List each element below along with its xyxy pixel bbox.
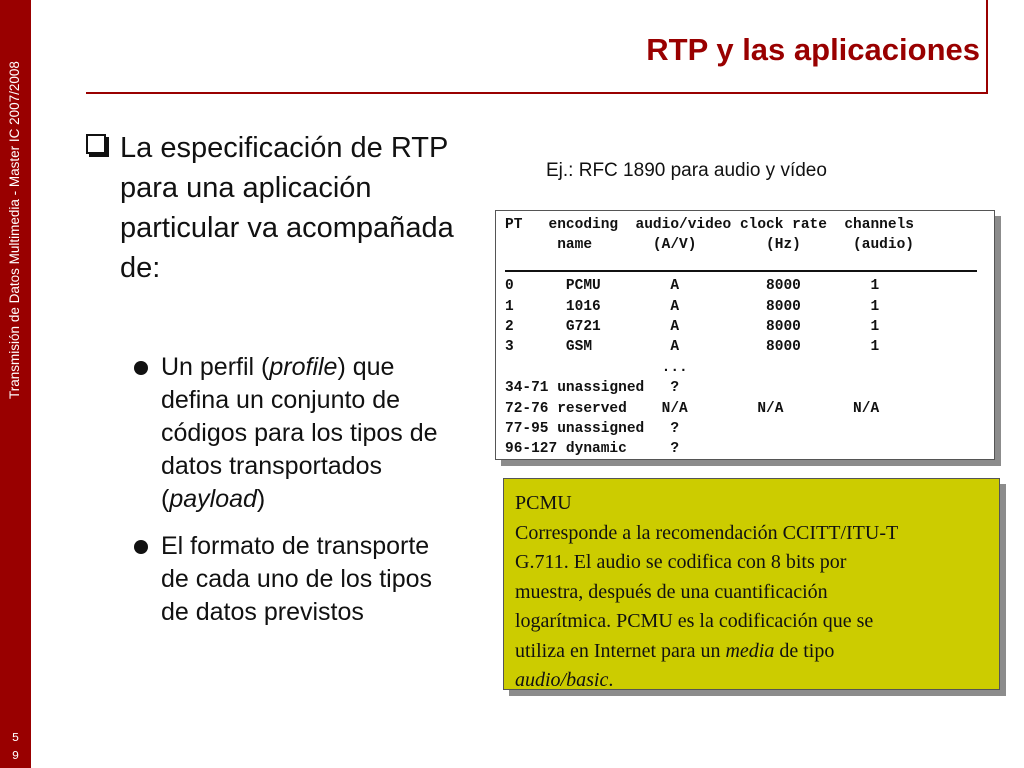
note-line5-post: de tipo bbox=[774, 639, 835, 662]
sidebar bbox=[0, 0, 31, 768]
pcmu-note-text bbox=[515, 489, 995, 696]
note-heading: PCMU bbox=[515, 492, 572, 514]
table-row: 3 GSM A 8000 1 bbox=[505, 339, 880, 356]
title-vertical-rule bbox=[986, 0, 988, 94]
note-line bbox=[515, 666, 995, 696]
main-bullet-text: La especificación de RTP para una aplicación particular va acompañada de: bbox=[120, 132, 454, 284]
round-bullet-icon bbox=[134, 540, 148, 554]
table-row: 96-127 dynamic ? bbox=[505, 441, 680, 458]
sub1-text-mid: ) que defina un conjunto de códigos para los tipos de datos transportados ( bbox=[161, 353, 438, 513]
example-label: Ej.: RFC 1890 para audio y vídeo bbox=[546, 160, 827, 181]
title-underline bbox=[86, 92, 988, 94]
table-header-line-2: name (A/V) (Hz) (audio) bbox=[505, 237, 914, 254]
checkbox-bullet-icon bbox=[86, 134, 106, 154]
note-line: G.711. El audio se codifica con 8 bits por bbox=[515, 551, 847, 573]
sub1-payload-em: payload bbox=[169, 485, 257, 513]
table-row: 34-71 unassigned ? bbox=[505, 380, 680, 397]
table-row: 1 1016 A 8000 1 bbox=[505, 298, 880, 315]
note-audio-basic-em: audio/basic bbox=[515, 669, 609, 691]
payload-type-table bbox=[495, 210, 995, 460]
note-line5-pre: utiliza en Internet para un bbox=[515, 639, 726, 662]
note-line: logarítmica. PCMU es la codificación que se bbox=[515, 610, 874, 632]
table-row: 72-76 reserved N/A N/A N/A bbox=[505, 400, 880, 417]
sub1-profile-em: profile bbox=[269, 353, 338, 381]
note-line: Corresponde a la recomendación CCITT/ITU-T bbox=[515, 521, 899, 544]
pcmu-note-box bbox=[503, 478, 1000, 690]
sub-bullet-format-text: El formato de transporte de cada uno de los tipos de datos previstos bbox=[161, 532, 433, 626]
slide-title: RTP y las aplicaciones bbox=[646, 32, 980, 67]
table-row: 77-95 unassigned ? bbox=[505, 421, 680, 438]
sub-bullet-profile-text bbox=[161, 351, 461, 516]
table-header-line-1: PT encoding audio/video clock rate channels bbox=[505, 217, 914, 233]
note-media-em: media bbox=[725, 639, 775, 662]
table-header bbox=[505, 215, 914, 460]
sidebar-course-text: Transmisión de Datos Multimedia - Master IC 2007/2008 bbox=[7, 61, 22, 399]
round-bullet-icon bbox=[134, 361, 148, 375]
note-line: muestra, después de una cuantificación bbox=[515, 580, 828, 603]
sub1-text-pre: Un perfil ( bbox=[161, 353, 270, 381]
table-row: 2 G721 A 8000 1 bbox=[505, 319, 880, 336]
note-line bbox=[515, 637, 995, 667]
page-number-digit-1: 5 bbox=[11, 731, 20, 745]
note-line6-post: . bbox=[608, 669, 614, 691]
table-row: ... bbox=[505, 359, 688, 376]
table-header-separator bbox=[505, 270, 977, 272]
sub1-text-post: ) bbox=[256, 485, 266, 513]
page-number-digit-2: 9 bbox=[11, 749, 20, 763]
table-row: 0 PCMU A 8000 1 bbox=[505, 278, 880, 295]
